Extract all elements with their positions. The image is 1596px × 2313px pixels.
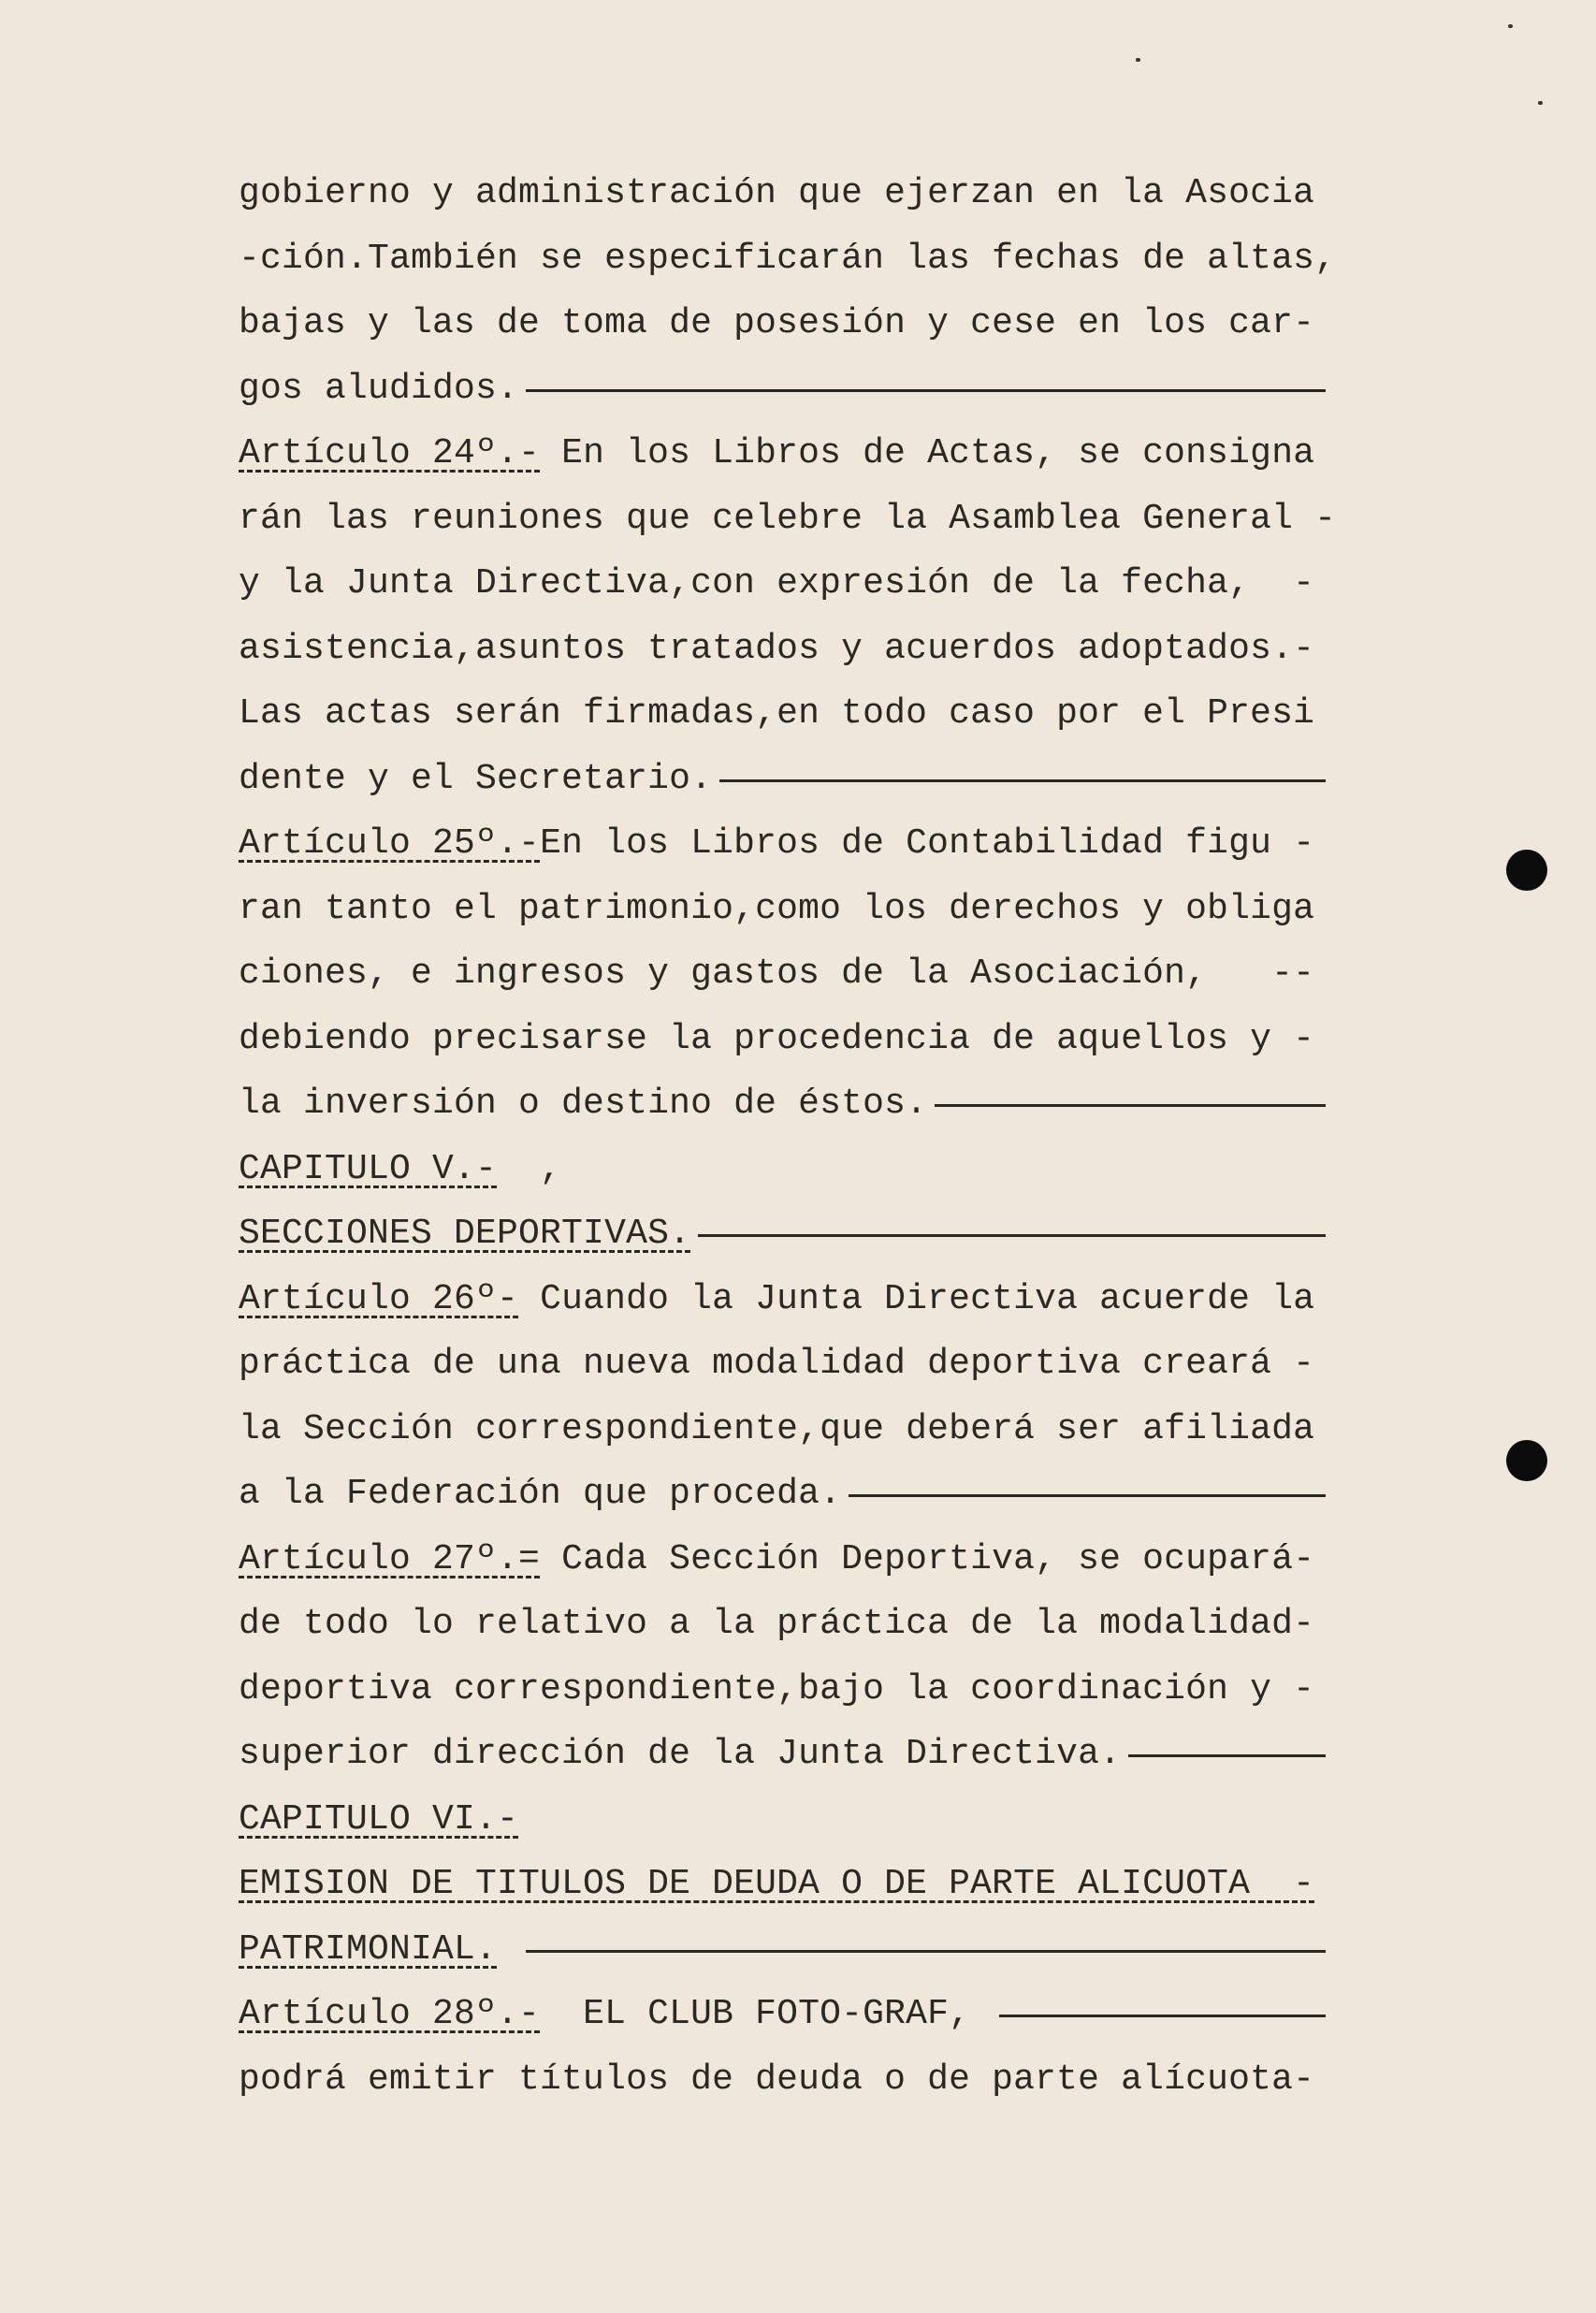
- dash-filler-line: [719, 779, 1326, 782]
- line-text: En los Libros de Actas, se consigna: [540, 433, 1315, 473]
- text-line: [239, 291, 1326, 356]
- line-text: bajas y las de toma de posesión y cese en los car-: [239, 303, 1315, 343]
- text-line: [239, 356, 1326, 422]
- ink-speck: [1538, 101, 1543, 105]
- dash-filler-line: [526, 1950, 1326, 1953]
- underlined-heading: Artículo 26º-: [239, 1278, 519, 1319]
- line-text: práctica de una nueva modalidad deportiva creará -: [239, 1344, 1315, 1384]
- punch-hole: [1506, 850, 1547, 891]
- line-text: Cada Sección Deportiva, se ocupará-: [540, 1538, 1315, 1579]
- underlined-heading: Artículo 27º.=: [239, 1538, 541, 1579]
- text-line: [239, 421, 1326, 487]
- underlined-heading: PATRIMONIAL.: [239, 1928, 498, 1970]
- text-line: [239, 161, 1326, 226]
- text-line: [239, 1917, 1326, 1983]
- line-text: ,: [497, 1148, 562, 1189]
- text-line: [239, 877, 1326, 942]
- text-line: [239, 617, 1326, 682]
- text-line: [239, 1787, 1326, 1853]
- line-text: En los Libros de Contabilidad figu -: [540, 823, 1315, 864]
- underlined-heading: SECCIONES DEPORTIVAS.: [239, 1214, 691, 1254]
- text-line: [239, 941, 1326, 1007]
- text-line: [239, 226, 1337, 292]
- line-text: -ción.También se especificarán las fechas de altas,: [239, 238, 1337, 279]
- dash-filler-line: [1128, 1754, 1326, 1757]
- underlined-heading: Artículo 25º.-: [239, 823, 541, 864]
- line-text: gobierno y administración que ejerzan en la Asocia: [239, 173, 1315, 213]
- line-text: Las actas serán firmadas,en todo caso por el Presi: [239, 693, 1315, 734]
- text-line: [239, 1527, 1326, 1593]
- text-line: [239, 1071, 1326, 1137]
- underlined-heading: CAPITULO V.-: [239, 1148, 498, 1189]
- text-line: [239, 2047, 1326, 2113]
- text-line: [239, 1592, 1326, 1657]
- line-text: superior dirección de la Junta Directiva.: [239, 1734, 1122, 1774]
- text-line: [239, 487, 1337, 552]
- dash-filler-line: [698, 1234, 1326, 1237]
- line-text: [497, 1917, 518, 1983]
- text-line: [239, 1267, 1326, 1332]
- line-text: asistencia,asuntos tratados y acuerdos adoptados.-: [239, 628, 1315, 669]
- text-line: [239, 551, 1326, 617]
- text-line: [239, 1852, 1326, 1917]
- line-text: la inversión o destino de éstos.: [239, 1084, 928, 1124]
- line-text: de todo lo relativo a la práctica de la modalidad-: [239, 1604, 1315, 1644]
- text-line: [239, 1397, 1326, 1462]
- ink-speck: [1136, 58, 1140, 62]
- text-line: [239, 1657, 1326, 1723]
- underlined-heading: CAPITULO VI.-: [239, 1798, 519, 1840]
- dash-filler-line: [935, 1104, 1326, 1107]
- line-text: rán las reuniones que celebre la Asamblea General -: [239, 498, 1337, 539]
- text-line: [239, 1722, 1326, 1787]
- dash-filler-line: [526, 389, 1326, 392]
- line-text: podrá emitir títulos de deuda o de parte alícuota-: [239, 2058, 1315, 2100]
- punch-hole: [1506, 1440, 1547, 1481]
- line-text: EL CLUB FOTO-GRAF,: [540, 1994, 993, 2034]
- line-text: a la Federación que proceda.: [239, 1474, 842, 1514]
- line-text: ran tanto el patrimonio,como los derechos y obliga: [239, 888, 1315, 929]
- text-line: [239, 1462, 1326, 1527]
- line-text: ciones, e ingresos y gastos de la Asociación, --: [239, 953, 1315, 994]
- text-line: [239, 1982, 1326, 2047]
- text-line: [239, 811, 1326, 877]
- underlined-heading: Artículo 28º.-: [239, 1994, 541, 2034]
- text-line: [239, 747, 1326, 812]
- line-text: la Sección correspondiente,que deberá ser afiliada: [239, 1408, 1315, 1449]
- line-text: dente y el Secretario.: [239, 758, 713, 799]
- text-line: [239, 1331, 1326, 1397]
- dash-filler-line: [849, 1494, 1326, 1497]
- line-text: y la Junta Directiva,con expresión de la fecha, -: [239, 563, 1315, 604]
- line-text: gos aludidos.: [239, 368, 519, 409]
- line-text: Cuando la Junta Directiva acuerde la: [518, 1278, 1315, 1319]
- document-page: [239, 161, 1337, 2112]
- dash-filler-line: [999, 2015, 1326, 2017]
- underlined-heading: Artículo 24º.-: [239, 433, 541, 473]
- line-text: deportiva correspondiente,bajo la coordinación y -: [239, 1668, 1315, 1709]
- text-line: [239, 681, 1326, 747]
- text-line: [239, 1007, 1326, 1072]
- text-line: [239, 1201, 1326, 1267]
- text-line: [239, 1137, 1326, 1202]
- line-text: debiendo precisarse la procedencia de aquellos y -: [239, 1018, 1315, 1059]
- ink-speck: [1508, 24, 1513, 28]
- underlined-heading: EMISION DE TITULOS DE DEUDA O DE PARTE ALICUOTA -: [239, 1864, 1315, 1904]
